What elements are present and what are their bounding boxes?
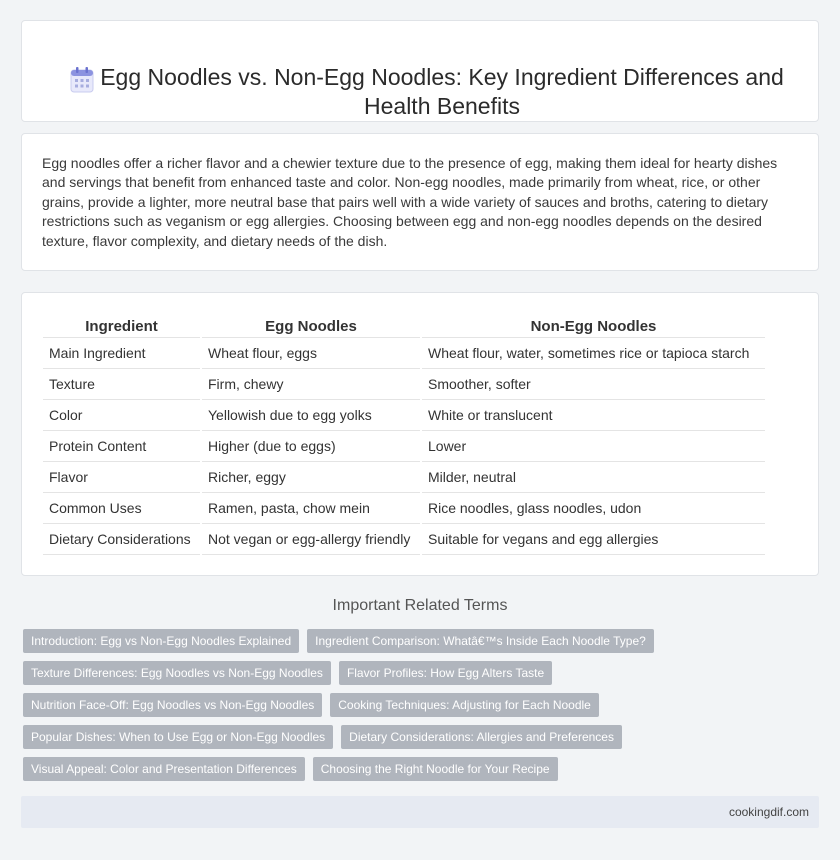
table-cell: Dietary Considerations	[43, 524, 201, 555]
related-term-tag[interactable]: Cooking Techniques: Adjusting for Each Noodle	[330, 693, 599, 717]
tag-row	[23, 725, 823, 749]
page-title: Egg Noodles vs. Non-Egg Noodles: Key Ingredient Differences and Health Benefits	[100, 64, 784, 119]
table-cell: Main Ingredient	[43, 338, 201, 369]
related-term-tag[interactable]: Introduction: Egg vs Non-Egg Noodles Explained	[23, 629, 299, 653]
intro-card	[21, 133, 819, 271]
intro-paragraph: Egg noodles offer a richer flavor and a chewier texture due to the presence of egg, making them ideal for hearty dishes and servings that benefit from enhanced taste and color. Non-egg noodles, made primarily from wheat, rice, or other grains, provide a lighter, more neutral base that pairs well with a wide variety of sauces and broths, catering to dietary restrictions such as veganism or egg allergies. Choosing between egg and non-egg noodles depends on the desired texture, flavor complexity, and dietary needs of the dish.	[42, 155, 778, 249]
comparison-table	[43, 315, 765, 555]
table-cell: Wheat flour, water, sometimes rice or tapioca starch	[421, 338, 765, 369]
related-terms-heading: Important Related Terms	[332, 597, 508, 614]
table-cell: Firm, chewy	[201, 369, 421, 400]
related-term-tag[interactable]: Flavor Profiles: How Egg Alters Taste	[339, 661, 552, 685]
site-name[interactable]: cookingdif.com	[728, 805, 809, 819]
related-term-tag[interactable]: Dietary Considerations: Allergies and Preferences	[341, 725, 622, 749]
table-row	[43, 493, 765, 524]
table-row	[43, 338, 765, 369]
related-term-tag[interactable]: Texture Differences: Egg Noodles vs Non-Egg Noodles	[23, 661, 331, 685]
table-cell: Suitable for vegans and egg allergies	[421, 524, 765, 555]
related-terms-list	[23, 629, 823, 789]
table-cell: Flavor	[43, 462, 201, 493]
footer	[21, 796, 819, 828]
table-cell: Yellowish due to egg yolks	[201, 400, 421, 431]
table-cell: Milder, neutral	[421, 462, 765, 493]
table-cell: White or translucent	[421, 400, 765, 431]
related-term-tag[interactable]: Choosing the Right Noodle for Your Recipe	[313, 757, 558, 781]
table-cell: Ramen, pasta, chow mein	[201, 493, 421, 524]
related-term-tag[interactable]: Popular Dishes: When to Use Egg or Non-Egg Noodles	[23, 725, 333, 749]
tag-row	[23, 757, 823, 781]
column-header-egg-noodles: Egg Noodles	[201, 315, 421, 338]
table-cell: Rice noodles, glass noodles, udon	[421, 493, 765, 524]
related-term-tag[interactable]: Nutrition Face-Off: Egg Noodles vs Non-Egg Noodles	[23, 693, 322, 717]
column-header-ingredient: Ingredient	[43, 315, 201, 338]
table-row	[43, 462, 765, 493]
table-header-row	[43, 315, 765, 338]
table-cell: Common Uses	[43, 493, 201, 524]
comparison-card	[21, 292, 819, 576]
related-term-tag[interactable]: Visual Appeal: Color and Presentation Differences	[23, 757, 305, 781]
table-cell: Color	[43, 400, 201, 431]
tag-row	[23, 629, 823, 653]
tag-row	[23, 661, 823, 685]
table-row	[43, 524, 765, 555]
table-cell: Wheat flour, eggs	[201, 338, 421, 369]
table-row	[43, 369, 765, 400]
table-cell: Protein Content	[43, 431, 201, 462]
table-cell: Lower	[421, 431, 765, 462]
column-header-non-egg-noodles: Non-Egg Noodles	[421, 315, 765, 338]
table-cell: Smoother, softer	[421, 369, 765, 400]
table-row	[43, 400, 765, 431]
table-cell: Richer, eggy	[201, 462, 421, 493]
title-card	[21, 20, 819, 122]
tag-row	[23, 693, 823, 717]
related-term-tag[interactable]: Ingredient Comparison: Whatâ€™s Inside Each Noodle Type?	[307, 629, 654, 653]
table-cell: Higher (due to eggs)	[201, 431, 421, 462]
table-cell: Not vegan or egg-allergy friendly	[201, 524, 421, 555]
table-cell: Texture	[43, 369, 201, 400]
table-row	[43, 431, 765, 462]
